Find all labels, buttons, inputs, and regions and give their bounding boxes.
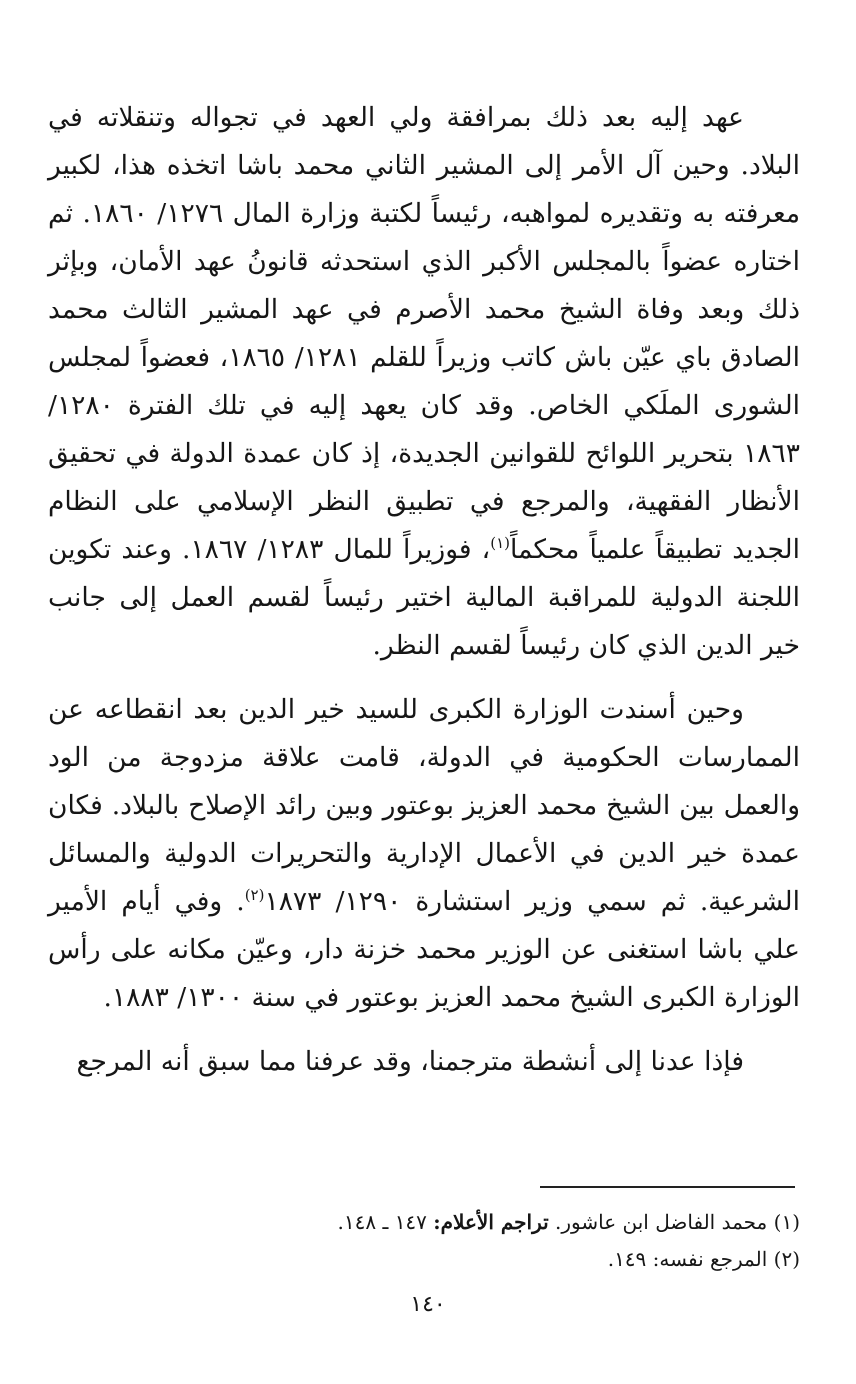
footnote-ref-2: (٢): [244, 886, 265, 905]
footnote-1-text-a: محمد الفاضل ابن عاشور.: [548, 1210, 774, 1234]
footnote-1-title: تراجم الأعلام:: [433, 1210, 549, 1234]
footnote-2-marker: (٢): [773, 1247, 800, 1271]
paragraph-2: [48, 686, 800, 1022]
paragraph-2-text-a: وحين أسندت الوزارة الكبرى للسيد خير الدين بعد انقطاعه عن الممارسات الحكومية في الدولة، قامت علاقة مزدوجة من الود والعمل بين الشيخ محمد العزيز بوعتور وبين رائد الإصلاح بالبلاد. فكان عمدة خير الدين في الأعمال الإدارية والتحريرات الدولية والمسائل الشرعية. ثم سمي وزير استشارة ١٢٩٠/ ١٨٧٣: [48, 694, 800, 917]
paragraph-3: [48, 1038, 800, 1086]
footnotes: [48, 1204, 800, 1278]
paragraph-1-text-a: عهد إليه بعد ذلك بمرافقة ولي العهد في تجواله وتنقلاته في البلاد. وحين آل الأمر إلى المشير الثاني محمد باشا اتخذه هذا، لكبير معرفته به وتقديره لمواهبه، رئيساً لكتبة وزارة المال ١٢٧٦/ ١٨٦٠. ثم اختاره عضواً بالمجلس الأكبر الذي استحدثه قانونُ عهد الأمان، وبإثر ذلك وبعد وفاة الشيخ محمد الأصرم في عهد المشير الثالث محمد الصادق باي عيّن باش كاتب وزيراً للقلم ١٢٨١/ ١٨٦٥، فعضواً لمجلس الشورى الملَكي الخاص. وقد كان يعهد إليه في تلك الفترة ١٢٨٠/ ١٨٦٣ بتحرير اللوائح للقوانين الجديدة، إذ كان عمدة الدولة في تحقيق الأنظار الفقهية، والمرجع في تطبيق النظر الإسلامي على النظام الجديد تطبيقاً علمياً محكماً: [48, 102, 801, 565]
footnote-ref-1: (١): [490, 534, 511, 553]
page-number: ١٤٠: [410, 1292, 446, 1317]
main-text: [48, 94, 800, 1086]
footnote-separator: [540, 1186, 795, 1188]
paragraph-3-text-a: فإذا عدنا إلى أنشطة مترجمنا، وقد عرفنا مما سبق أنه المرجع: [76, 1046, 744, 1077]
paragraph-2-text-b: . وفي أيام الأمير علي باشا استغنى عن الوزير محمد خزنة دار، وعيّن مكانه على رأس الوزارة الكبرى الشيخ محمد العزيز بوعتور في سنة ١٣٠٠/ ١٨٨٣.: [48, 886, 800, 1013]
paragraph-1-text-b: ، فوزيراً للمال ١٢٨٣/ ١٨٦٧. وعند تكوين اللجنة الدولية للمراقبة المالية اختير رئيساً لقسم العمل إلى جانب خير الدين الذي كان رئيساً لقسم النظر.: [48, 534, 800, 661]
footnote-2-text-a: المرجع نفسه: ١٤٩.: [607, 1247, 774, 1271]
paragraph-1: [48, 94, 800, 670]
footnote-1: [48, 1204, 800, 1241]
footnote-1-text-b: ١٤٧ ـ ١٤٨.: [337, 1210, 434, 1234]
footnote-2: [48, 1241, 800, 1278]
footnote-1-marker: (١): [773, 1210, 800, 1234]
